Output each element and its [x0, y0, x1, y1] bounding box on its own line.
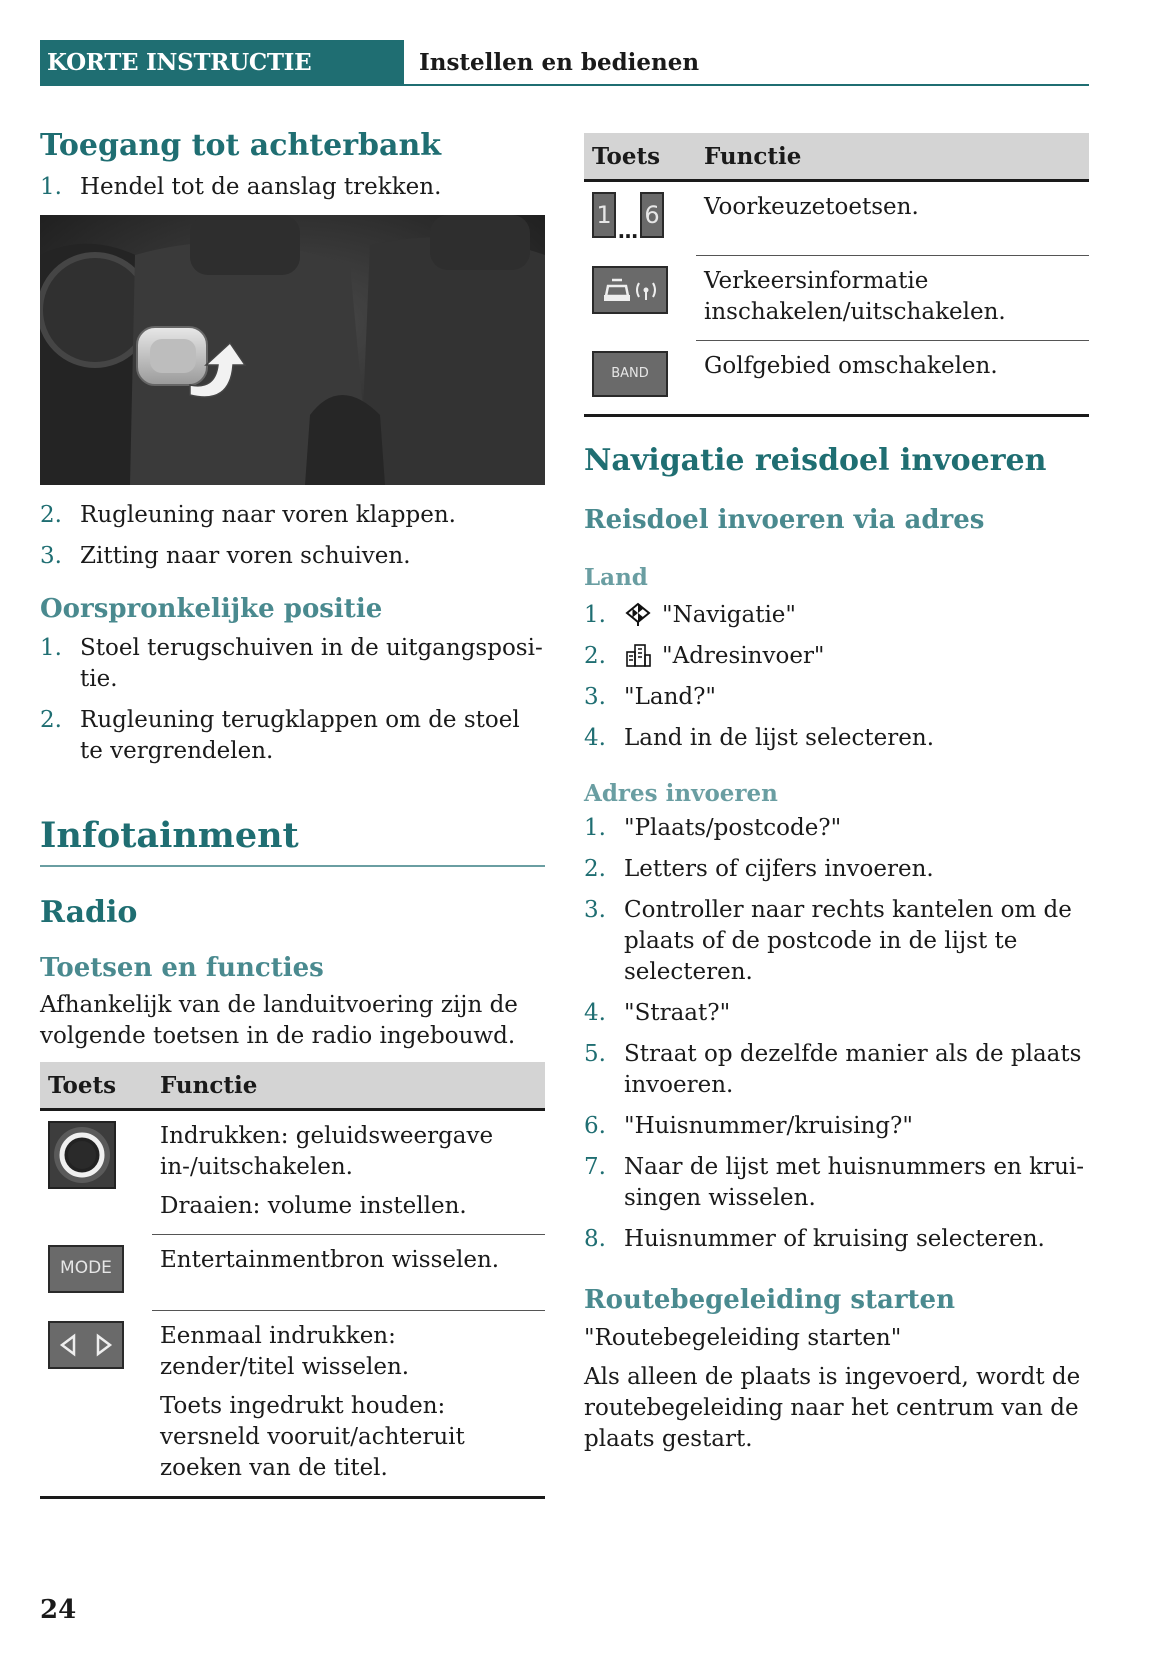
list-item: 1. "Plaats/postcode?"	[584, 815, 842, 842]
function-cell: Eenmaal indrukken: zender/titel wisselen. Toets ingedrukt houden: versneld vooruit/achteruit zoeken van de titel.	[152, 1311, 545, 1498]
route-note: Als alleen de plaats is ingevoerd, wordt de routebegeleiding naar het centrum van de plaats gestart.	[584, 1363, 1081, 1452]
arrow-buttons-icon	[48, 1321, 124, 1369]
list-item: 2. Rugleuning naar voren klappen.	[40, 502, 456, 528]
country-steps	[584, 600, 1089, 754]
preset-6-key: 6	[640, 192, 664, 238]
radio-intro: Afhankelijk van de landuitvoering zijn de volgende toetsen in de radio ingebouwd.	[40, 992, 518, 1050]
key-cell	[584, 256, 696, 341]
original-position-steps	[40, 633, 545, 767]
list-item: 3. "Land?"	[584, 683, 717, 710]
preset-buttons-icon	[592, 192, 688, 243]
left-column	[40, 128, 545, 1499]
list-item: 7. Naar de lijst met huisnummers en kruisingen wisselen.	[584, 1154, 1085, 1212]
column-header-key: Toets	[584, 133, 696, 181]
navigation-title: Navigatie reisdoel invoeren	[584, 443, 1047, 478]
preset-1-key: 1	[592, 192, 616, 238]
country-title: Land	[584, 564, 648, 592]
power-volume-knob-icon	[48, 1121, 116, 1189]
infotainment-rule	[40, 865, 545, 867]
section-header: KORTE INSTRUCTIE	[40, 40, 404, 86]
address-steps	[584, 813, 1089, 1255]
table-row	[584, 256, 1089, 341]
ellipsis-glyph: …	[618, 219, 638, 243]
chapter-title: Instellen en bedienen	[419, 49, 700, 76]
seat-lever-illustration	[40, 215, 545, 485]
function-cell: Entertainmentbron wisselen.	[152, 1235, 545, 1311]
radio-keys-table	[40, 1062, 545, 1499]
list-item: 2. Rugleuning terugklappen om de stoel te vergrendelen.	[40, 707, 520, 765]
list-item: 1. "Navigatie"	[584, 601, 796, 628]
mode-button-icon: MODE	[48, 1245, 124, 1293]
radio-keys-table-continued	[584, 133, 1089, 417]
original-position-title: Oorspronkelijke positie	[40, 594, 383, 624]
list-item: 4. "Straat?"	[584, 1000, 731, 1027]
list-item: 3. Controller naar rechts kantelen om de plaats of de postcode in de lijst te selecteren.	[584, 897, 1072, 986]
column-header-function: Functie	[152, 1062, 545, 1110]
list-item: 4. Land in de lijst selecteren.	[584, 724, 935, 751]
function-cell: Voorkeuzetoetsen.	[696, 181, 1089, 256]
list-item: 8. Huisnummer of kruising selecteren.	[584, 1226, 1045, 1253]
table-row	[40, 1110, 545, 1235]
table-row	[40, 1235, 545, 1311]
keys-functions-title: Toetsen en functies	[40, 953, 324, 984]
radio-title: Radio	[40, 895, 138, 931]
traffic-info-button-icon	[592, 266, 668, 314]
address-entry-icon	[624, 642, 652, 668]
table-row	[40, 1311, 545, 1498]
list-item: 3. Zitting naar voren schuiven.	[40, 543, 411, 569]
route-command: "Routebegeleiding starten"	[584, 1324, 902, 1351]
rear-access-title: Toegang tot achterbank	[40, 128, 442, 163]
page-number: 24	[40, 1595, 77, 1625]
via-address-title: Reisdoel invoeren via adres	[584, 505, 985, 535]
column-header-function: Functie	[696, 133, 1089, 181]
list-item: 6. "Huisnummer/kruising?"	[584, 1113, 913, 1140]
right-column	[584, 133, 1089, 1455]
table-row	[584, 341, 1089, 416]
key-cell	[40, 1235, 152, 1311]
column-header-key: Toets	[40, 1062, 152, 1110]
function-cell: Golfgebied omschakelen.	[696, 341, 1089, 416]
list-item: 2. Letters of cijfers invoeren.	[584, 856, 934, 883]
list-item: 5. Straat op dezelfde manier als de plaats invoeren.	[584, 1041, 1082, 1099]
rear-access-steps-a	[40, 172, 545, 203]
list-item: 1. Hendel tot de aanslag trekken.	[40, 174, 442, 200]
function-cell: Verkeersinformatie inschakelen/uitschakelen.	[696, 256, 1089, 341]
rear-access-steps-b	[40, 500, 545, 572]
infotainment-title: Infotainment	[40, 815, 299, 857]
route-title: Routebegeleiding starten	[584, 1285, 955, 1316]
key-cell	[40, 1311, 152, 1498]
header-rule	[404, 84, 1089, 86]
key-cell	[584, 341, 696, 416]
table-row	[584, 181, 1089, 256]
list-item: 2. "Adresinvoer"	[584, 642, 825, 669]
address-title: Adres invoeren	[584, 779, 778, 807]
function-cell: Indrukken: geluidsweergave in-/uitschakelen. Draaien: volume instellen.	[152, 1110, 545, 1235]
seat-lever-photo	[40, 215, 545, 485]
list-item: 1. Stoel terugschuiven in de uitgangspositie.	[40, 635, 543, 693]
band-button-icon: BAND	[592, 351, 668, 397]
key-cell	[40, 1110, 152, 1235]
key-cell	[584, 181, 696, 256]
navigation-flag-icon	[624, 601, 652, 627]
